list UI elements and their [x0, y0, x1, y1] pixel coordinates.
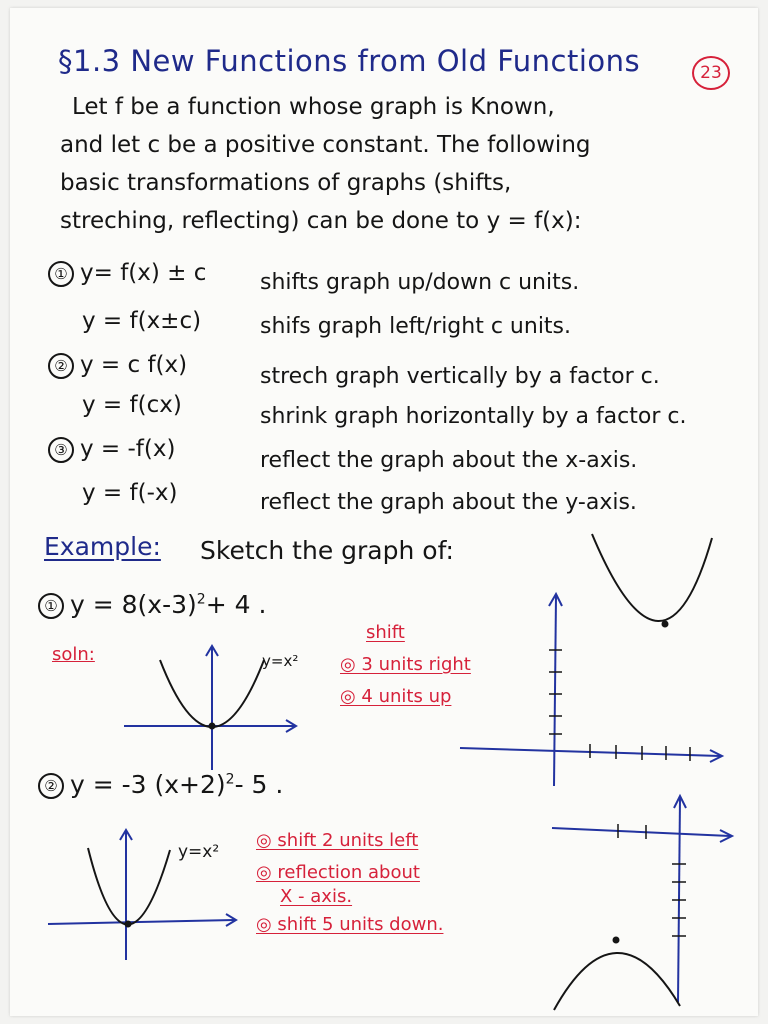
problem-1-note-2: ◎ 4 units up: [340, 686, 452, 707]
rule-2a-expr: y = c f(x): [80, 352, 188, 378]
x-axis: [552, 828, 730, 836]
intro-line-1: Let f be a function whose graph is Known,: [72, 94, 555, 120]
rule-2b-description: shrink graph horizontally by a factor c.: [260, 404, 687, 429]
vertex-point: [209, 723, 216, 730]
vertex-point: [662, 621, 669, 628]
rule-3a-expr: y = -f(x): [80, 436, 176, 462]
problem-1-note-1: ◎ 3 units right: [340, 654, 471, 675]
notebook-page: [10, 8, 758, 1016]
rule-1a-description: shifts graph up/down c units.: [260, 270, 580, 295]
rule-1b-formula: y = f(x±c): [82, 308, 202, 334]
rule-1a-expr: y= f(x) ± c: [80, 260, 207, 286]
rule-2a-description: strech graph vertically by a factor c.: [260, 364, 660, 389]
rule-3b-formula: y = f(-x): [82, 480, 178, 506]
rule-number-1: ①: [48, 261, 74, 287]
inverted-parabola-curve: [554, 953, 680, 1010]
rule-1a-formula: [48, 260, 206, 287]
problem-2-note-3: X - axis.: [280, 886, 353, 907]
problem-1-equation: [38, 590, 266, 619]
problem-2-note-4: ◎ shift 5 units down.: [256, 914, 444, 935]
problem-number-2: ②: [38, 773, 64, 799]
page-number-badge: 23: [692, 56, 730, 90]
problem-2-base-graph: [46, 824, 246, 964]
rule-2a-formula: [48, 352, 187, 379]
x-axis: [48, 920, 234, 924]
vertex-point: [125, 921, 132, 928]
rule-number-3: ③: [48, 437, 74, 463]
solution-label: soln:: [52, 644, 95, 665]
rule-2b-formula: y = f(cx): [82, 392, 182, 418]
problem-2-equation: [38, 770, 283, 799]
page-title: §1.3 New Functions from Old Functions: [58, 44, 641, 78]
intro-line-4: streching, reflecting) can be done to y = f(x):: [60, 208, 582, 234]
problem-2-base-label: y=x²: [178, 842, 220, 862]
problem-1-base-label: y=x²: [262, 652, 299, 670]
problem-1-tail: + 4 .: [205, 590, 267, 619]
rule-3a-description: reflect the graph about the x-axis.: [260, 448, 638, 473]
problem-2-note-1: ◎ shift 2 units left: [256, 830, 419, 851]
problem-1-notes-title: shift: [366, 622, 405, 643]
problem-number-1: ①: [38, 593, 64, 619]
parabola-curve: [88, 848, 170, 925]
problem-2-result-graph: [540, 794, 750, 1014]
vertex-point: [613, 937, 620, 944]
problem-2-exponent: 2: [225, 771, 235, 788]
intro-line-3: basic transformations of graphs (shifts,: [60, 170, 512, 196]
problem-2-note-2: ◎ reflection about: [256, 862, 420, 883]
rule-3b-description: reflect the graph about the y-axis.: [260, 490, 637, 515]
rule-3a-formula: [48, 436, 175, 463]
problem-1-base-graph: [120, 644, 300, 774]
intro-line-2: and let c be a positive constant. The following: [60, 132, 591, 158]
rule-number-2: ②: [48, 353, 74, 379]
problem-2-expr: y = -3 (x+2): [70, 770, 226, 799]
parabola-curve: [592, 534, 712, 621]
problem-1-expr: y = 8(x-3): [70, 590, 197, 619]
problem-2-tail: - 5 .: [234, 770, 284, 799]
problem-1-exponent: 2: [196, 591, 206, 608]
rule-1b-description: shifs graph left/right c units.: [260, 314, 572, 339]
y-axis: [554, 596, 556, 786]
example-prompt: Sketch the graph of:: [200, 536, 454, 565]
problem-1-result-graph: [458, 520, 738, 790]
example-heading: Example:: [44, 532, 161, 561]
